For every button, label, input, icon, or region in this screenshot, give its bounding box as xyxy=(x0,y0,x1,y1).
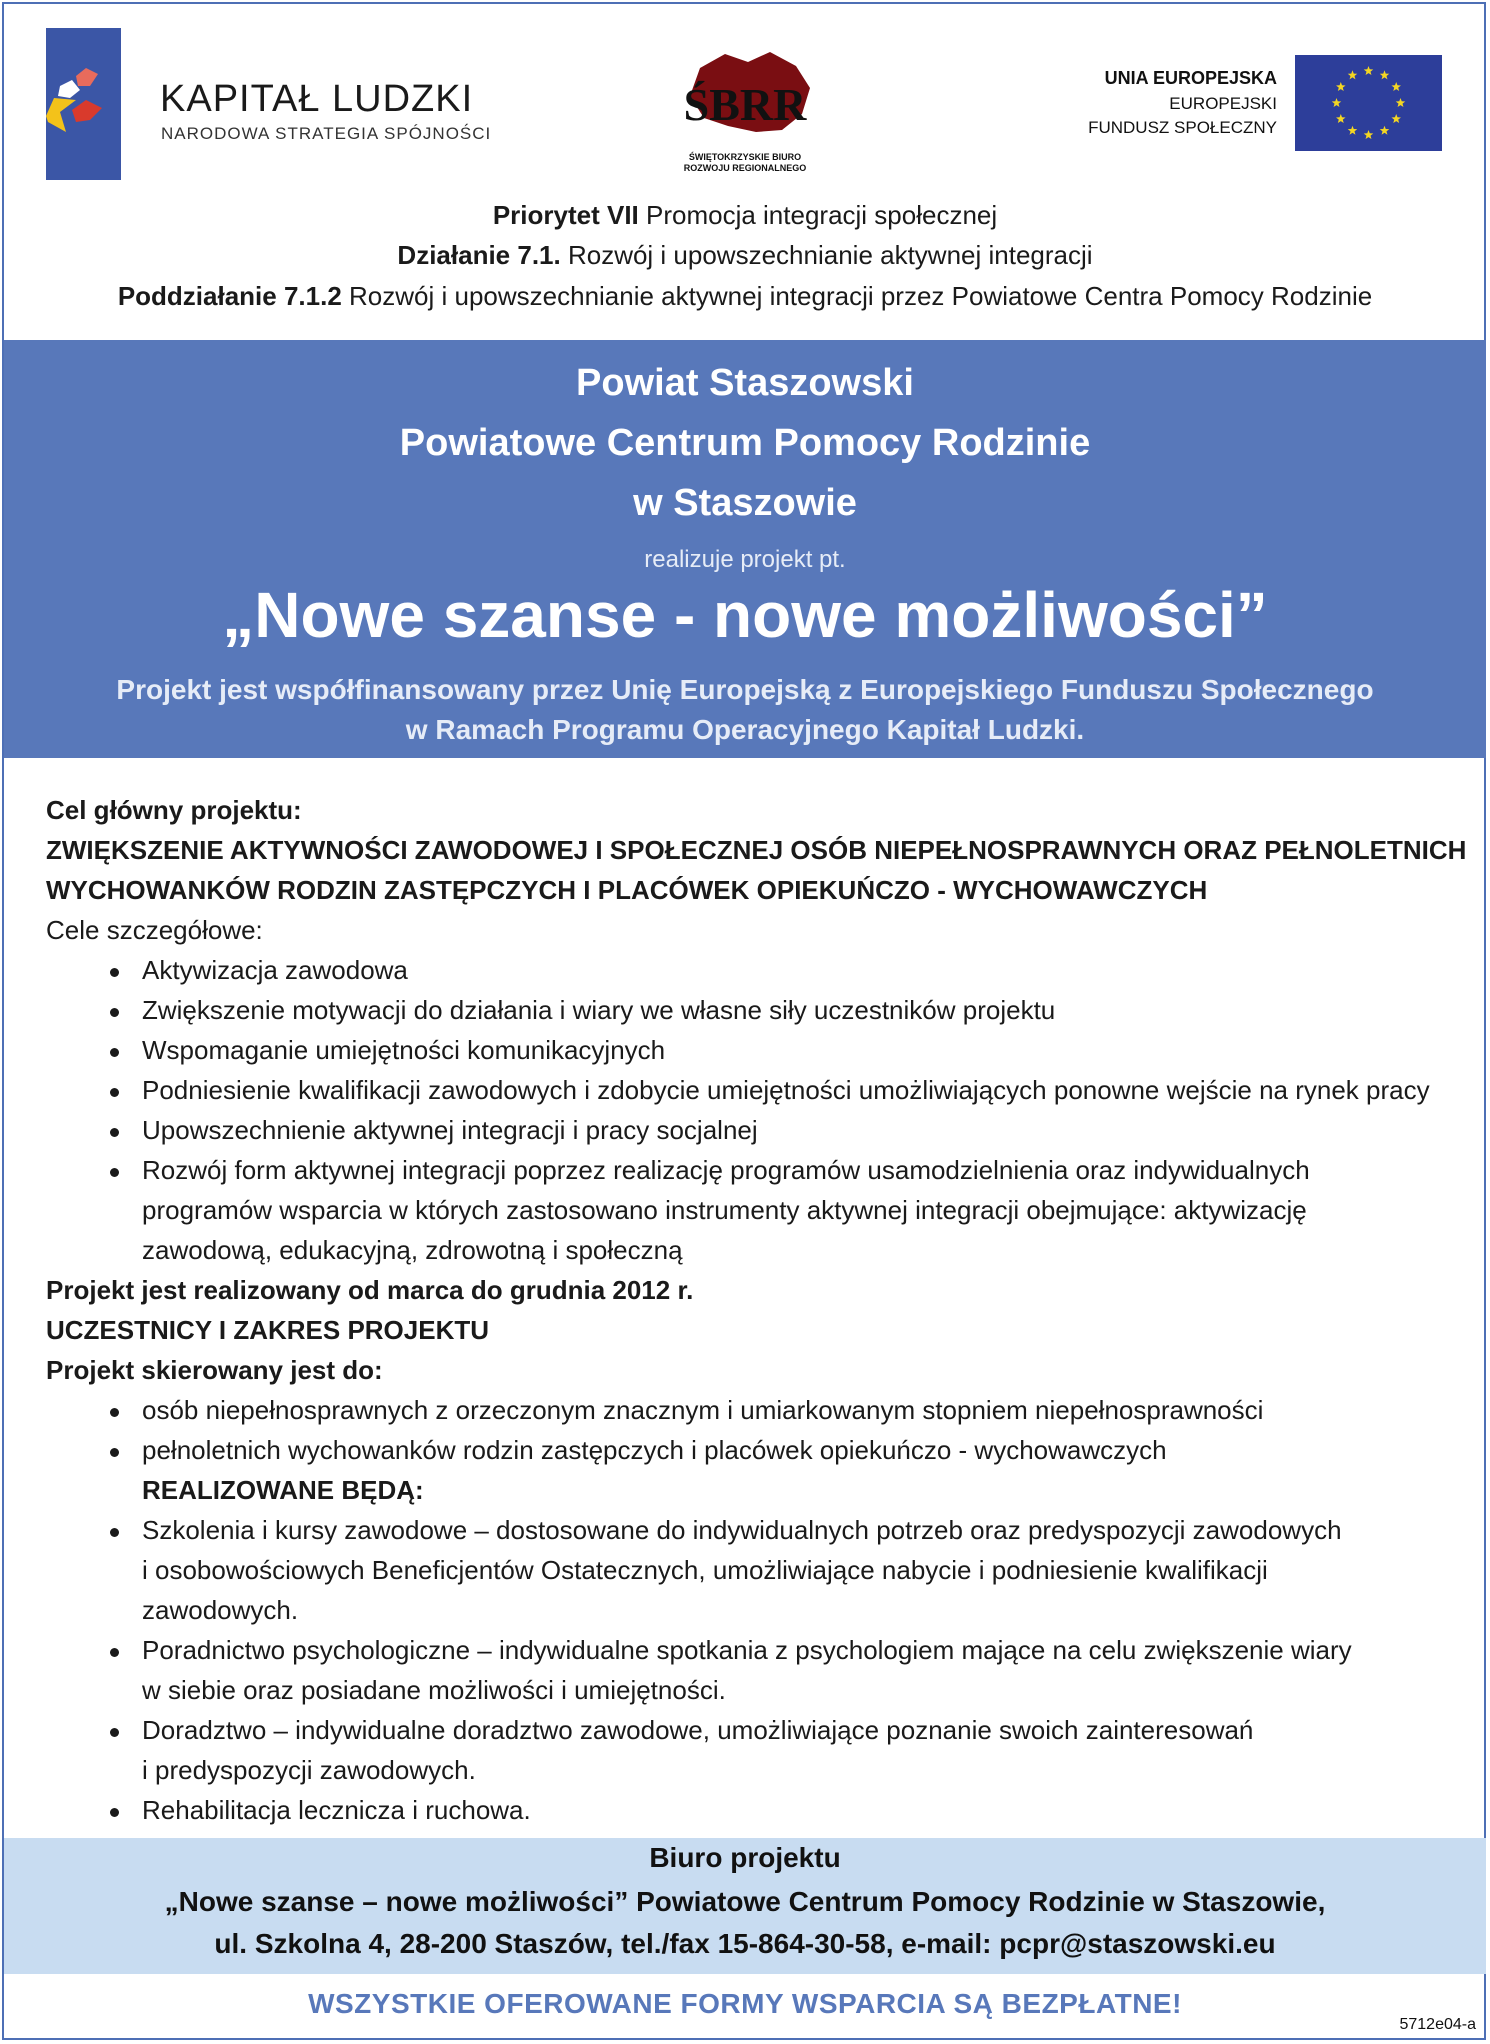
banner-line-pcpr: Powiatowe Centrum Pomocy Rodzinie xyxy=(399,422,1091,464)
office-line-2: ul. Szkolna 4, 28-200 Staszów, tel./fax 15-864-30-58, e-mail: pcpr@staszowski.eu xyxy=(214,1928,1276,1959)
list-item: Rehabilitacja lecznicza i ruchowa. xyxy=(46,1790,1456,1830)
office-title: Biuro projektu xyxy=(649,1842,841,1873)
logo-header xyxy=(0,0,1490,190)
list-item-continuation: zawodowych. xyxy=(142,1595,299,1625)
list-item-continuation: i osobowościowych Beneficjentów Ostatecznych, umożliwiające nabycie i podniesienie kwalifikacji xyxy=(142,1555,1268,1585)
list-item-continuation: w siebie oraz posiadane możliwości i umiejętności. xyxy=(142,1675,726,1705)
list-item: Doradztwo – indywidualne doradztwo zawodowe, umożliwiające poznanie swoich zainteresowań xyxy=(46,1710,1456,1750)
project-title: „Nowe szanse - nowe możliwości” xyxy=(222,579,1268,651)
free-support-note: WSZYSTKIE OFEROWANE FORMY WSPARCIA SĄ BEZPŁATNE! xyxy=(308,1988,1182,2019)
ue-title: UNIA EUROPEJSKA xyxy=(1104,68,1277,88)
list-item-continuation: programów wsparcia w których zastosowano instrumenty aktywnej integracji obejmujące: aktywizację xyxy=(142,1195,1307,1225)
goal-line-2: WYCHOWANKÓW RODZIN ZASTĘPCZYCH I PLACÓWEK OPIEKUŃCZO - WYCHOWAWCZYCH xyxy=(46,875,1208,905)
sbrr-subtitle xyxy=(670,152,820,174)
project-period: Projekt jest realizowany od marca do grudnia 2012 r. xyxy=(46,1275,694,1305)
list-item: Poradnictwo psychologiczne – indywidualne spotkania z psychologiem mające na celu zwiększenie wiary xyxy=(46,1630,1456,1670)
list-item: Aktywizacja zawodowa xyxy=(46,950,1456,990)
list-item: Rozwój form aktywnej integracji poprzez realizację programów usamodzielnienia oraz indywidualnych xyxy=(46,1150,1456,1190)
list-item: Wspomaganie umiejętności komunikacyjnych xyxy=(46,1030,1456,1070)
list-item: pełnoletnich wychowanków rodzin zastępczych i placówek opiekuńczo - wychowawczych xyxy=(46,1430,1456,1470)
office-line-1: „Nowe szanse – nowe możliwości” Powiatowe Centrum Pomocy Rodzinie w Staszowie, xyxy=(164,1886,1326,1917)
list-item: osób niepełnosprawnych z orzeczonym znacznym i umiarkowanym stopniem niepełnosprawności xyxy=(46,1390,1456,1430)
priority-line-3: Poddziałanie 7.1.2 Rozwój i upowszechnianie aktywnej integracji przez Powiatowe Centra Pomocy Rodzinie xyxy=(117,281,1373,311)
sbrr-sub-line2: ROZWOJU REGIONALNEGO xyxy=(683,163,807,173)
goal-label: Cel główny projektu: xyxy=(46,795,302,825)
office-info-band xyxy=(4,1838,1486,1974)
ue-line3: FUNDUSZ SPOŁECZNY xyxy=(1088,118,1277,137)
project-description xyxy=(46,790,1467,1830)
list-item-continuation: i predyspozycji zawodowych. xyxy=(142,1755,476,1785)
project-banner xyxy=(4,340,1486,758)
list-item: Szkolenia i kursy zawodowe – dostosowane do indywidualnych potrzeb oraz predyspozycji zawodowych xyxy=(46,1510,1456,1550)
list-item: Upowszechnienie aktywnej integracji i pracy socjalnej xyxy=(46,1110,1456,1150)
addressed-label: Projekt skierowany jest do: xyxy=(46,1355,383,1385)
list-item: Zwiększenie motywacji do działania i wiary we własne siły uczestników projektu xyxy=(46,990,1456,1030)
funding-line-1: Projekt jest współfinansowany przez Unię Europejską z Europejskiego Funduszu Społecznego xyxy=(116,674,1374,705)
kapital-ludzki-logo-icon xyxy=(46,28,121,180)
priority-line-1: Priorytet VII Promocja integracji społecznej xyxy=(492,200,998,230)
banner-line-powiat: Powiat Staszowski xyxy=(576,362,914,404)
sbrr-name: ŚBRR xyxy=(683,79,807,130)
list-item-continuation: zawodową, edukacyjną, zdrowotną i społeczną xyxy=(142,1235,683,1265)
realized-label: REALIZOWANE BĘDĄ: xyxy=(142,1475,424,1505)
ue-line2: EUROPEJSKI xyxy=(1169,94,1277,113)
kapital-ludzki-title: KAPITAŁ LUDZKI xyxy=(160,78,474,120)
document-code: 5712e04-a xyxy=(1399,2016,1476,2033)
kapital-ludzki-subtitle: NARODOWA STRATEGIA SPÓJNOŚCI xyxy=(161,124,492,143)
eu-flag-icon xyxy=(1295,55,1442,151)
participants-header: UCZESTNICY I ZAKRES PROJEKTU xyxy=(46,1315,490,1345)
priority-line-2: Działanie 7.1. Rozwój i upowszechnianie aktywnej integracji xyxy=(397,240,1093,270)
banner-line-staszow: w Staszowie xyxy=(633,482,857,524)
list-item: Podniesienie kwalifikacji zawodowych i zdobycie umiejętności umożliwiających ponowne wejście na rynek pracy xyxy=(46,1070,1456,1110)
detail-goals-label: Cele szczegółowe: xyxy=(46,915,263,945)
sbrr-sub-line1: ŚWIĘTOKRZYSKIE BIURO xyxy=(688,152,802,162)
banner-line-realizuje: realizuje projekt pt. xyxy=(644,546,846,573)
funding-line-2: w Ramach Programu Operacyjnego Kapitał Ludzki. xyxy=(405,714,1085,745)
goal-line-1: ZWIĘKSZENIE AKTYWNOŚCI ZAWODOWEJ I SPOŁECZNEJ OSÓB NIEPEŁNOSPRAWNYCH ORAZ PEŁNOLETNICH xyxy=(46,835,1467,865)
